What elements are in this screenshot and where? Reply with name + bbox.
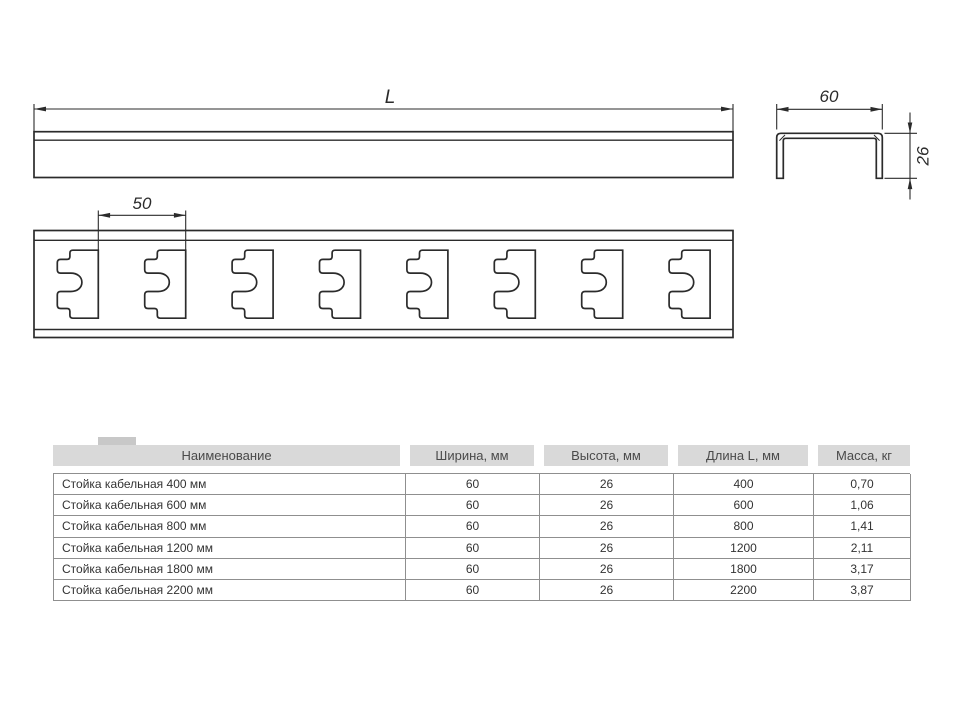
slot-cutout bbox=[320, 250, 361, 318]
cell-mass: 1,41 bbox=[814, 516, 911, 537]
arrowhead bbox=[721, 107, 733, 112]
dimension-height bbox=[885, 113, 918, 200]
column-header-length: Длина L, мм bbox=[678, 445, 808, 466]
spec-table bbox=[53, 437, 910, 601]
cell-height: 26 bbox=[540, 516, 674, 537]
cell-name: Стойка кабельная 1800 мм bbox=[54, 559, 406, 580]
arrowhead bbox=[908, 178, 913, 189]
dimension-length bbox=[34, 104, 733, 132]
arrowhead bbox=[174, 213, 186, 218]
cell-length: 400 bbox=[674, 474, 814, 495]
arrowhead bbox=[908, 123, 913, 134]
cell-name: Стойка кабельная 2200 мм bbox=[54, 580, 406, 601]
cell-mass: 3,17 bbox=[814, 559, 911, 580]
slot-cutout bbox=[407, 250, 448, 318]
cell-length: 1800 bbox=[674, 559, 814, 580]
slot-cutout bbox=[582, 250, 623, 318]
cell-width: 60 bbox=[406, 495, 540, 516]
cell-length: 2200 bbox=[674, 580, 814, 601]
slot-cutout bbox=[494, 250, 535, 318]
u-profile-outline bbox=[777, 133, 883, 178]
dim-label-length: L bbox=[384, 87, 396, 108]
slot-cutout bbox=[232, 250, 273, 318]
dimension-width bbox=[777, 104, 883, 130]
arrowhead bbox=[34, 107, 46, 112]
cell-mass: 3,87 bbox=[814, 580, 911, 601]
cell-length: 800 bbox=[674, 516, 814, 537]
cell-name: Стойка кабельная 400 мм bbox=[54, 474, 406, 495]
cell-height: 26 bbox=[540, 538, 674, 559]
cell-width: 60 bbox=[406, 580, 540, 601]
cell-mass: 1,06 bbox=[814, 495, 911, 516]
table-header-row bbox=[53, 445, 910, 466]
cell-mass: 2,11 bbox=[814, 538, 911, 559]
cell-height: 26 bbox=[540, 580, 674, 601]
slot-cutout bbox=[145, 250, 186, 318]
dim-label-width: 60 bbox=[819, 87, 839, 106]
slot-cutouts bbox=[57, 250, 710, 318]
column-header-name: Наименование bbox=[53, 445, 400, 466]
arrowhead bbox=[871, 107, 883, 112]
side-view bbox=[34, 87, 733, 178]
bar-outline bbox=[34, 132, 733, 178]
bar-outline bbox=[34, 231, 733, 338]
arrowhead bbox=[777, 107, 789, 112]
column-header-height: Высота, мм bbox=[544, 445, 668, 466]
table-corner-tab bbox=[98, 437, 136, 445]
cell-width: 60 bbox=[406, 538, 540, 559]
cell-name: Стойка кабельная 800 мм bbox=[54, 516, 406, 537]
dim-label-height: 26 bbox=[913, 146, 933, 166]
arrowhead bbox=[98, 213, 110, 218]
slot-cutout bbox=[57, 250, 98, 318]
cell-width: 60 bbox=[406, 516, 540, 537]
cell-height: 26 bbox=[540, 495, 674, 516]
cell-length: 1200 bbox=[674, 538, 814, 559]
cell-width: 60 bbox=[406, 474, 540, 495]
column-header-mass: Масса, кг bbox=[818, 445, 910, 466]
cell-height: 26 bbox=[540, 474, 674, 495]
table-body bbox=[53, 473, 910, 601]
slot-cutout bbox=[669, 250, 710, 318]
cell-name: Стойка кабельная 600 мм bbox=[54, 495, 406, 516]
column-header-width: Ширина, мм bbox=[410, 445, 534, 466]
dim-label-pitch: 50 bbox=[132, 194, 152, 213]
cross-section-view bbox=[777, 87, 933, 200]
cell-mass: 0,70 bbox=[814, 474, 911, 495]
cell-name: Стойка кабельная 1200 мм bbox=[54, 538, 406, 559]
cell-height: 26 bbox=[540, 559, 674, 580]
slotted-view bbox=[34, 194, 733, 338]
cell-length: 600 bbox=[674, 495, 814, 516]
cell-width: 60 bbox=[406, 559, 540, 580]
